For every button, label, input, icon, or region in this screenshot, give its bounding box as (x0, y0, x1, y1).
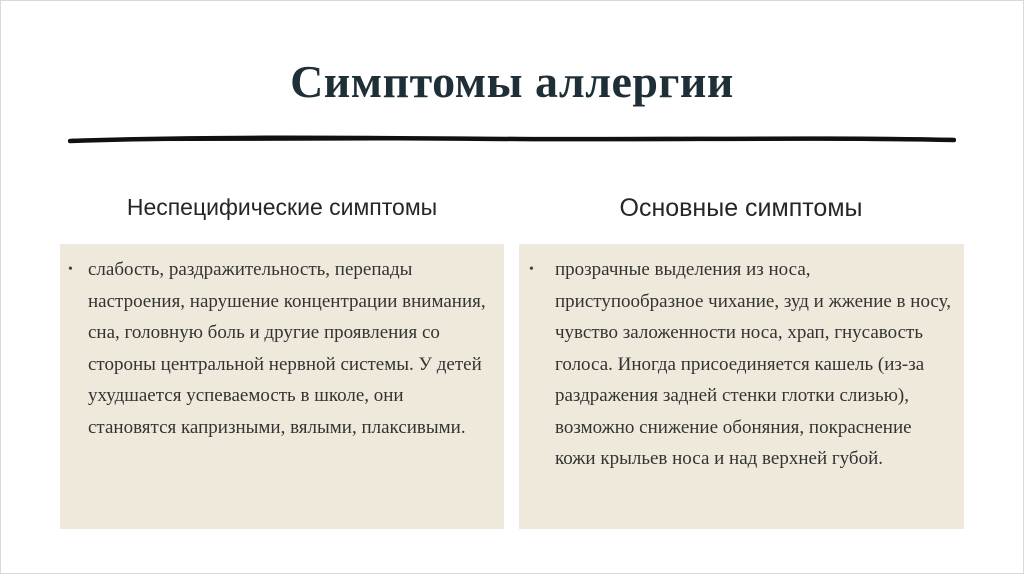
nonspecific-symptoms-panel (60, 244, 504, 529)
nonspecific-symptoms-text: слабость, раздражительность, перепады настроения, нарушение концентрации внимания, сна, головную боль и другие проявления со стороны центральной нервной системы. У детей ухудшается успеваемость в школе, они становятся капризными, вялыми, плаксивыми. (88, 259, 486, 438)
main-symptoms-panel (519, 244, 964, 529)
title-underline (68, 132, 956, 146)
bullet-icon: • (529, 262, 534, 277)
main-symptoms-heading: Основные симптомы (619, 194, 863, 222)
bullet-icon: • (68, 262, 73, 277)
main-symptoms-text: прозрачные выделения из носа, приступообразное чихание, зуд и жжение в носу, чувство заложенности носа, храп, гнусавость голоса. Иногда присоединяется кашель (из-за раздражения задней стенки глотки слизью), возможно снижение обоняния, покраснение кожи крыльев носа и над верхней губой. (555, 259, 951, 469)
nonspecific-symptoms-heading: Неспецифические симптомы (126, 194, 438, 220)
list-item (68, 254, 490, 443)
slide-title: Симптомы аллергии (290, 56, 734, 107)
list-item (529, 254, 954, 475)
